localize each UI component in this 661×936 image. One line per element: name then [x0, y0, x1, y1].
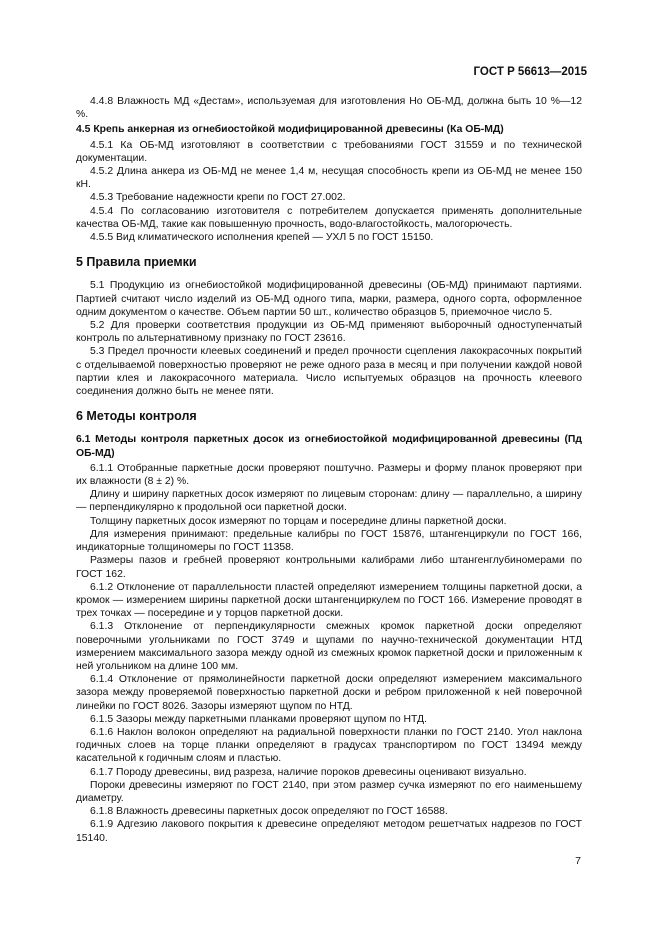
subsection-heading: 4.5 Крепь анкерная из огнебиостойкой модифицированной древесины (Ка ОБ-МД)	[76, 124, 504, 136]
document-header: ГОСТ Р 56613—2015	[473, 66, 587, 78]
paragraph: 5.1 Продукцию из огнебиостойкой модифицированной древесины (ОБ-МД) принимают партиями. Партией считают число изделий из ОБ-МД одного типа, марки, размера, одного сорта, оформленное одним документом о качестве. Объем партии 50 шт., количество образцов 5, приемочное число 5.	[76, 280, 582, 318]
paragraph: 6.1.8 Влажность древесины паркетных досок определяют по ГОСТ 16588.	[90, 806, 448, 818]
page-number: 7	[575, 855, 581, 867]
paragraph: 6.1.6 Наклон волокон определяют на радиальной поверхности планки по ГОСТ 2140. Угол наклона годичных слоев на торце планки определяют в градусах транспортиром по ГОСТ 13494 между касательной к годичным слоям и пластью.	[76, 726, 582, 765]
paragraph: 4.5.1 Ка ОБ-МД изготовляют в соответствии с требованиями ГОСТ 31559 и по технической документации.	[76, 139, 582, 164]
paragraph: 6.1.9 Адгезию лакового покрытия к древесине определяют методом решетчатых надрезов по ГОСТ 15140.	[76, 819, 582, 844]
paragraph: 6.1.3 Отклонение от перпендикулярности смежных кромок паркетной доски определяют поверочными угольниками по ГОСТ 3749 и щупами по научно-технической документации НТД измерением максимального зазора между одной из смежных кромок паркетной доски и приложенным к ней угольником на длине 100 мм.	[76, 621, 582, 672]
paragraph: 6.1.4 Отклонение от прямолинейности паркетной доски определяют измерением максимального зазора между проверяемой поверхностью паркетной доски и ребром приложенной к ней поверочной линейки по ГОСТ 8026. Зазоры измеряют щупом по НТД.	[76, 674, 582, 712]
paragraph: Толщину паркетных досок измеряют по торцам и посередине длины паркетной доски.	[90, 515, 507, 527]
paragraph: 6.1.1 Отобранные паркетные доски проверяют поштучно. Размеры и форму планок проверяют при их влажности (8 ± 2) %.	[76, 462, 582, 488]
paragraph: Для измерения принимают: предельные калибры по ГОСТ 15876, штангенциркули по ГОСТ 166, индикаторные толщиномеры по ГОСТ 11358.	[76, 528, 582, 554]
paragraph: 6.1.7 Породу древесины, вид разреза, наличие пороков древесины оценивают визуально.	[90, 766, 527, 778]
paragraph: 4.4.8 Влажность МД «Дестам», используемая для изготовления Но ОБ-МД, должна быть 10 %—12 %.	[76, 96, 582, 121]
paragraph: 4.5.2 Длина анкера из ОБ-МД не менее 1,4 м, несущая способность крепи из ОБ-МД не менее 150 кН.	[76, 166, 582, 191]
section-heading: 6 Методы контроля	[76, 409, 197, 424]
paragraph: 6.1.5 Зазоры между паркетными планками проверяют щупом по НТД.	[90, 713, 427, 725]
paragraph: Пороки древесины измеряют по ГОСТ 2140, при этом размер сучка измеряют по его наименьшему диаметру.	[76, 779, 582, 804]
paragraph: 5.2 Для проверки соответствия продукции из ОБ-МД применяют выборочный одноступенчатый контроль по альтернативному признаку по ГОСТ 23616.	[76, 320, 582, 345]
paragraph: 4.5.3 Требование надежности крепи по ГОСТ 27.002.	[90, 192, 346, 204]
subsection-heading: 6.1 Методы контроля паркетных досок из огнебиостойкой модифицированной древесины (Пд ОБ-МД)	[76, 434, 582, 459]
section-heading: 5 Правила приемки	[76, 255, 197, 270]
paragraph: Размеры пазов и гребней проверяют контрольными калибрами либо штангенглубиномерами по ГОСТ 162.	[76, 555, 582, 580]
paragraph: Длину и ширину паркетных досок измеряют по лицевым сторонам: длину — параллельно, а ширину — перпендикулярно к продольной оси паркетной доски.	[76, 489, 582, 514]
paragraph: 5.3 Предел прочности клеевых соединений и предел прочности сцепления лакокрасочных покрытий с отделываемой поверхностью проверяют не реже одного раза в месяц и при получении каждой новой партии клея и лакокрасочного материала. Число испытуемых образцов на прочность клеевого соединения должно быть не менее пяти.	[76, 346, 582, 398]
paragraph: 4.5.5 Вид климатического исполнения крепей — УХЛ 5 по ГОСТ 15150.	[90, 232, 434, 244]
document-body	[76, 95, 582, 845]
paragraph: 4.5.4 По согласованию изготовителя с потребителем допускается применять дополнительные качества ОБ-МД, такие как повышенную прочность, водо-влагостойкость, малогорючесть.	[76, 205, 582, 230]
paragraph: 6.1.2 Отклонение от параллельности пластей определяют измерением толщины паркетной доски, а кромок — измерением ширины паркетной доски штангенциркулем по ГОСТ 166. Измерение проводят в трех точках — посередине и у торцов паркетной доски.	[76, 581, 582, 620]
